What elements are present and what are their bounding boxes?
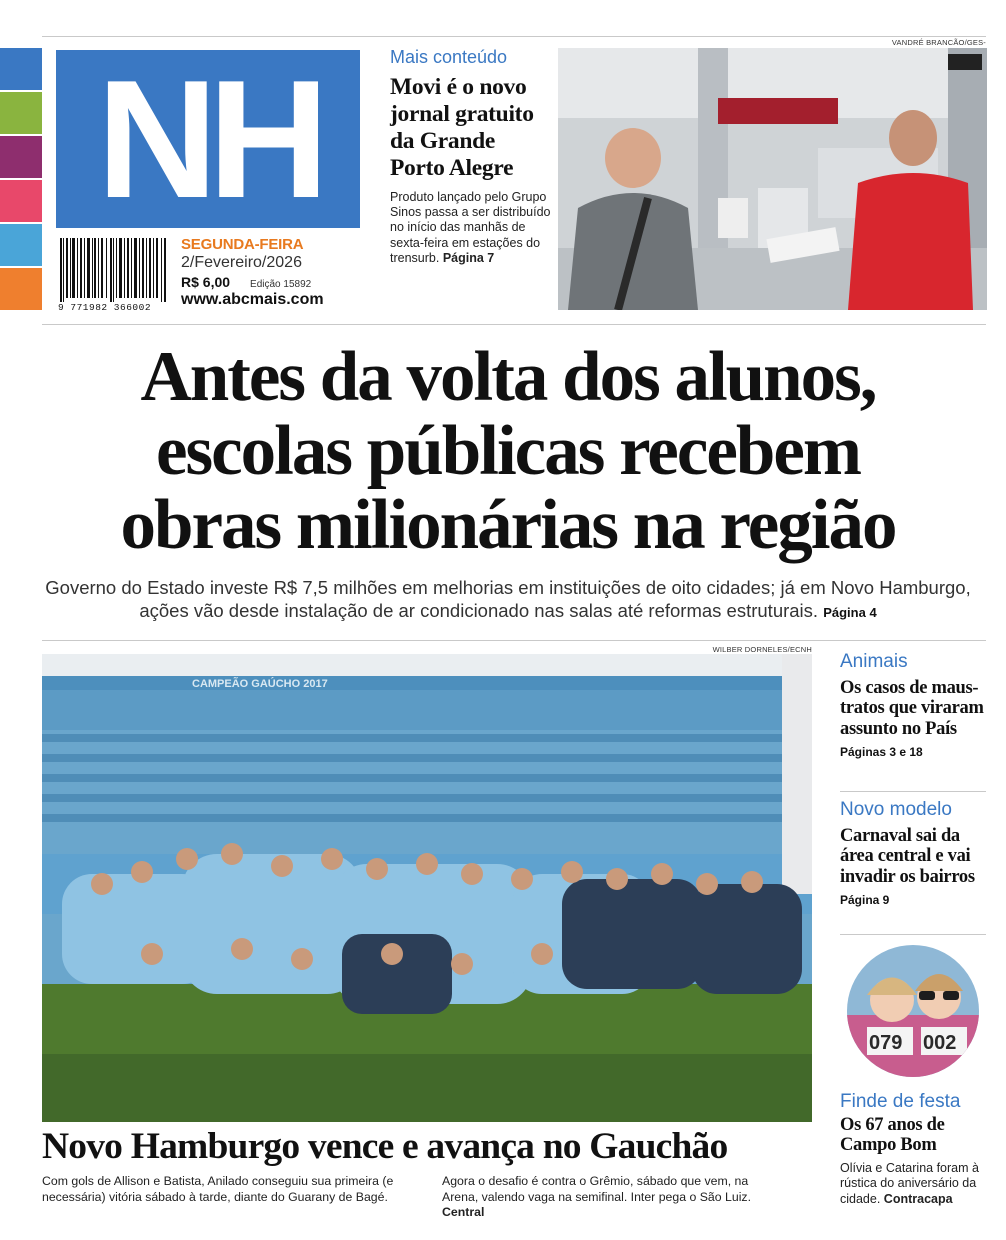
issue-info (181, 236, 371, 309)
sidebar-divider-2 (840, 934, 986, 935)
lead-headline[interactable] (30, 340, 986, 562)
issue-day: SEGUNDA-FEIRA (181, 236, 304, 253)
sidebar-page-ref-carnaval: Página 9 (840, 892, 890, 907)
sport-photo (42, 654, 812, 1122)
color-strip-blue (0, 48, 42, 90)
sidebar-headline-animais[interactable]: Os casos de maus-tratos que viraram assunto no País (840, 677, 984, 739)
sidebar-headline-campo-bom[interactable]: Os 67 anos de Campo Bom (840, 1114, 945, 1156)
bib-number-2: 002 (923, 1032, 957, 1054)
top-rule (42, 36, 986, 37)
promo-story[interactable] (390, 48, 552, 266)
price-row (181, 274, 371, 290)
color-strip-green (0, 92, 42, 134)
promo-body-text: Produto lançado pelo Grupo Sinos passa a ser distribuído no início das manhãs de sexta-feira em estações do trensurb. (390, 189, 551, 265)
promo-photo-credit: VANDRÉ BRANCÃO/GES- (891, 38, 986, 47)
sidebar-page-ref-campo-bom: Contracapa (883, 1191, 953, 1206)
website-link[interactable]: www.abcmais.com (181, 291, 324, 308)
issue-date: 2/Fevereiro/2026 (181, 254, 302, 271)
sport-column-1: Com gols de Allison e Batista, Anilado conseguiu sua primeira (e necessária) vitória sábado à tarde, diante do Guarany de Bagé. (42, 1174, 394, 1204)
promo-body (390, 190, 552, 266)
color-strip-orange (0, 268, 42, 310)
logo-text: NH (96, 45, 320, 233)
issue-edition: Edição 15892 (250, 279, 312, 290)
stadium-banner: CAMPEÃO GAÚCHO 2017 (192, 678, 328, 690)
festival-photo (847, 945, 979, 1077)
promo-page-ref: Página 7 (442, 250, 495, 265)
sidebar-kicker-campo-bom: Finde de festa (840, 1091, 961, 1112)
lead-bottom-rule (42, 640, 986, 641)
sport-photo-credit: WILBER DORNELES/ECNH (712, 645, 812, 654)
bib-number-1: 079 (869, 1032, 903, 1054)
sport-page-ref: Central (442, 1205, 485, 1220)
sidebar-page-ref-animais: Páginas 3 e 18 (840, 744, 923, 759)
sport-column-2 (442, 1174, 782, 1221)
newspaper-logo[interactable] (56, 45, 360, 233)
sidebar-body-campo-bom (840, 1161, 992, 1208)
promo-kicker: Mais conteúdo (390, 47, 508, 67)
lead-page-ref: Página 4 (823, 605, 877, 620)
sidebar-kicker-carnaval: Novo modelo (840, 799, 952, 820)
promo-photo (558, 48, 987, 310)
color-strip-purple (0, 136, 42, 178)
sidebar-body-text-campo-bom: Olívia e Catarina foram à rústica do aniversário da cidade. (840, 1160, 979, 1206)
lead-subhead-text: Governo do Estado investe R$ 7,5 milhões em melhorias em instituições de oito cidades; já em Novo Hamburgo, ações vão desde instalação de ar condicionado nas salas até reformas estruturais. (45, 577, 971, 621)
color-strip-lightblue (0, 224, 42, 266)
lead-headline-line-3: obras milionárias na região (120, 486, 896, 564)
sidebar-story-campo-bom[interactable] (840, 1092, 992, 1207)
promo-headline[interactable]: Movi é o novo jornal gratuito da Grande Porto Alegre (390, 73, 534, 181)
sidebar-divider-1 (840, 791, 986, 792)
sidebar-story-carnaval[interactable] (840, 800, 992, 907)
issue-price: R$ 6,00 (181, 274, 231, 290)
sidebar-headline-carnaval[interactable]: Carnaval sai da área central e vai invadir os bairros (840, 825, 975, 887)
lead-headline-line-1: Antes da volta dos alunos, (140, 338, 876, 416)
color-strip-pink (0, 180, 42, 222)
sport-column-2-text: Agora o desafio é contra o Grêmio, sábado que vem, na Arena, valendo vaga na semifinal. Inter pega o São Luiz. (442, 1174, 751, 1204)
sidebar-kicker-animais: Animais (840, 651, 908, 672)
barcode-number: 9 771982 366002 (58, 302, 152, 313)
sport-headline[interactable]: Novo Hamburgo vence e avança no Gauchão (42, 1126, 728, 1167)
masthead-bottom-rule (42, 324, 986, 325)
sidebar-story-animais[interactable] (840, 652, 992, 759)
lead-headline-line-2: escolas públicas recebem (156, 412, 860, 490)
barcode (60, 238, 168, 302)
lead-subhead (30, 576, 986, 624)
